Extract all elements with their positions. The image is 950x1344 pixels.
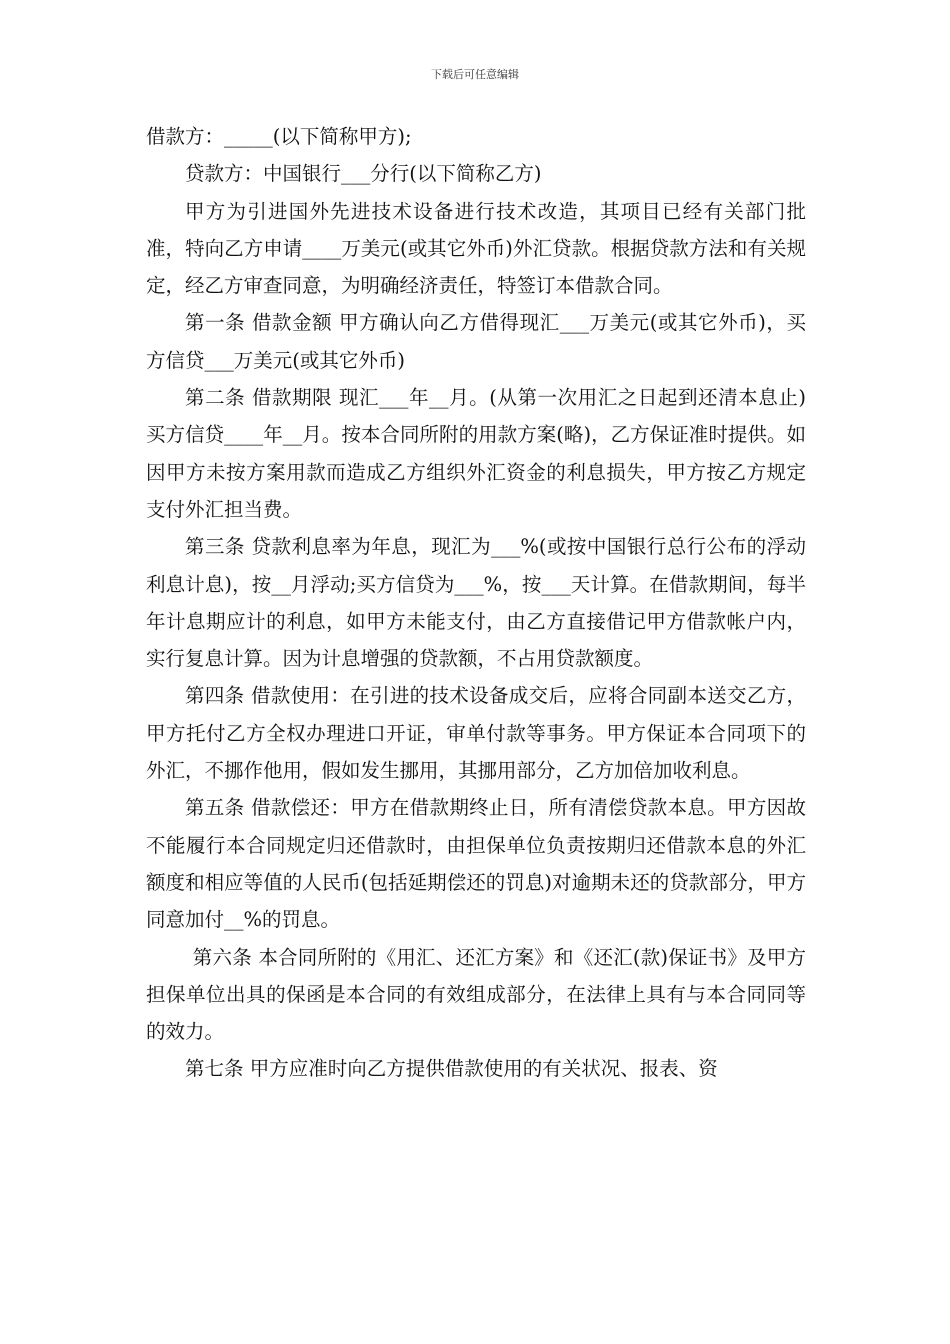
article-4-paragraph: 第四条 借款使用：在引进的技术设备成交后，应将合同副本送交乙方，甲方托付乙方全权办理进口开证，审单付款等事务。甲方保证本合同项下的外汇，不挪作他用，假如发生挪用，其挪用部分，乙方加倍加收利息。 — [146, 684, 806, 783]
borrower-line: 借款方：_____(以下简称甲方); — [146, 125, 412, 148]
article-3-paragraph: 第三条 贷款利息率为年息，现汇为___%(或按中国银行总行公布的浮动利息计息)，按__月浮动;买方信贷为___%，按___天计算。在借款期间，每半年计息期应计的利息，如甲方未能支付，由乙方直接借记甲方借款帐户内，实行复息计算。因为计息增强的贷款额，不占用贷款额度。 — [146, 535, 806, 671]
article-7-paragraph: 第七条 甲方应准时向乙方提供借款使用的有关状况、报表、资 — [185, 1057, 718, 1081]
lender-line: 贷款方：中国银行___分行(以下简称乙方) — [185, 162, 542, 186]
article-5-paragraph: 第五条 借款偿还：甲方在借款期终止日，所有清偿贷款本息。甲方因故不能履行本合同规定归还借款时，由担保单位负责按期归还借款本息的外汇额度和相应等值的人民币(包括延期偿还的罚息)对逾期未还的贷款部分，甲方同意加付__%的罚息。 — [146, 796, 806, 932]
page-header-note: 下载后可任意编辑 — [431, 68, 519, 81]
article-1-paragraph: 第一条 借款金额 甲方确认向乙方借得现汇___万美元(或其它外币)，买方信贷___万美元(或其它外币) — [146, 311, 806, 372]
contract-body — [146, 118, 806, 1088]
article-6-paragraph: 第六条 本合同所附的《用汇、还汇方案》和《还汇(款)保证书》及甲方担保单位出具的保函是本合同的有效组成部分，在法律上具有与本合同同等的效力。 — [146, 945, 806, 1044]
preamble-paragraph: 甲方为引进国外先进技术设备进行技术改造，其项目已经有关部门批准，特向乙方申请____万美元(或其它外币)外汇贷款。根据贷款方法和有关规定，经乙方审查同意，为明确经济责任，特签订本借款合同。 — [146, 199, 806, 298]
article-2-paragraph: 第二条 借款期限 现汇___年__月。(从第一次用汇之日起到还清本息止)买方信贷____年__月。按本合同所附的用款方案(略)，乙方保证准时提供。如因甲方未按方案用款而造成乙方组织外汇资金的利息损失，甲方按乙方规定支付外汇担当费。 — [146, 386, 806, 521]
